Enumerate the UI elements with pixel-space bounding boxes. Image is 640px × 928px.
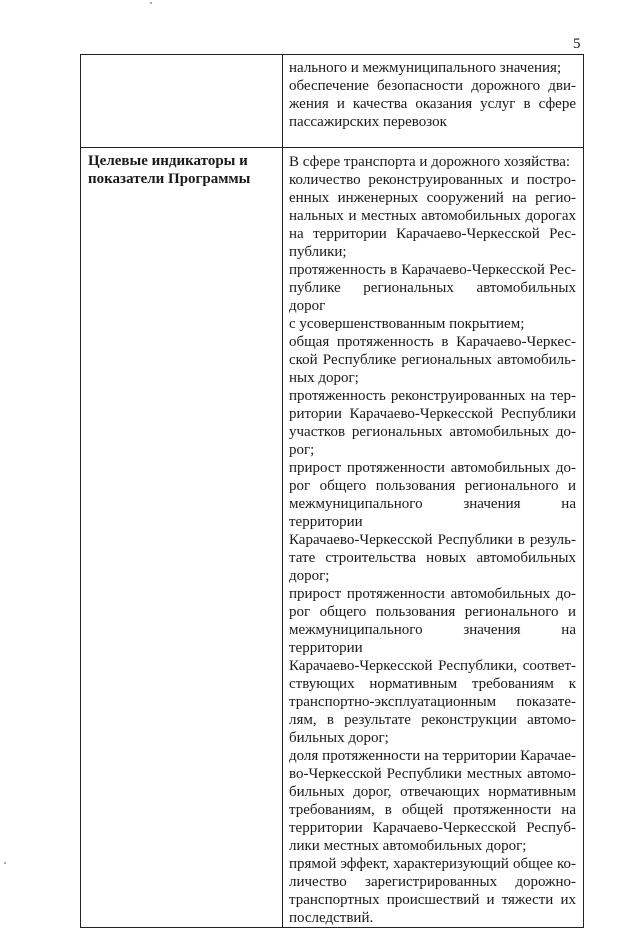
text-line: публики; — [289, 244, 347, 260]
text-line: лики местных автомобильных дорог; — [289, 838, 527, 854]
text-line: нального и межмуниципального значения; — [289, 60, 562, 76]
row-lines — [289, 153, 576, 927]
text-line: рог; — [289, 442, 315, 458]
text-line: ных дорог; — [289, 370, 359, 386]
text-line: дорог; — [289, 568, 330, 584]
row-label — [81, 55, 283, 148]
text-line: последствий. — [289, 910, 374, 926]
text-line: ствующих нормативным требованиям к — [289, 676, 576, 692]
text-line: протяженность в Карачаево-Черкесской Рес- — [289, 262, 576, 278]
row-label: Целевые индикаторы и показатели Программы — [81, 148, 283, 928]
table-row — [81, 148, 584, 928]
text-line: Карачаево-Черкесской Республики в резуль- — [289, 532, 576, 548]
text-line: личество зарегистрированных дорожно- — [289, 874, 576, 890]
text-line: участков региональных автомобильных до- — [289, 424, 576, 440]
text-line: общая протяженность в Карачаево-Черкес- — [289, 334, 576, 350]
text-line: с усовершенствованным покрытием; — [289, 316, 525, 332]
text-line: Карачаево-Черкесской Республики, соответ- — [289, 658, 576, 674]
text-line: транспортных происшествий и тяжести их — [289, 892, 576, 908]
text-line: на территории Карачаево-Черкесской Рес- — [289, 226, 576, 242]
text-line: ритории Карачаево-Черкесской Республики — [289, 406, 576, 422]
row-content — [283, 55, 584, 148]
text-line: обеспечение безопасности дорожного дви- — [289, 78, 576, 94]
text-line: требованиям, в общей протяженности на — [289, 802, 576, 818]
text-line: территории Карачаево-Черкесской Респуб- — [289, 820, 576, 836]
text-line: во-Черкесской Республики местных автомо- — [289, 766, 576, 782]
text-line: прирост протяженности автомобильных до- — [289, 460, 576, 476]
text-line: межмуниципального значения на территории — [289, 496, 576, 530]
text-line: публике региональных автомобильных дорог — [289, 280, 576, 314]
text-line: тате строительства новых автомобильных — [289, 550, 576, 566]
text-line: лям, в результате реконструкции автомо- — [289, 712, 576, 728]
text-line: ской Республике региональных автомобиль- — [289, 352, 576, 368]
scan-speck — [150, 2, 152, 4]
row-content — [283, 148, 584, 928]
text-line: жения и качества оказания услуг в сфере — [289, 96, 576, 112]
text-line: количество реконструированных и постро- — [289, 172, 576, 188]
text-line: рог общего пользования регионального и — [289, 604, 576, 620]
text-line: нальных и местных автомобильных дорогах — [289, 208, 576, 224]
text-line: енных инженерных сооружений на регио- — [289, 190, 576, 206]
text-line: бильных дорог, отвечающих нормативным — [289, 784, 576, 800]
text-line: В сфере транспорта и дорожного хозяйства: — [289, 154, 571, 170]
row-lines — [289, 59, 576, 131]
page-number: 5 — [573, 36, 581, 52]
table-row — [81, 55, 584, 148]
text-line: прирост протяженности автомобильных до- — [289, 586, 576, 602]
text-line: рог общего пользования регионального и — [289, 478, 576, 494]
text-line: прямой эффект, характеризующий общее ко- — [289, 856, 576, 872]
text-line: транспортно-эксплуатационным показате- — [289, 694, 576, 710]
text-line: доля протяженности на территории Карачае- — [289, 748, 576, 764]
program-passport-table — [80, 54, 584, 928]
text-line: бильных дорог; — [289, 730, 389, 746]
scan-speck — [4, 862, 6, 864]
text-line: пассажирских перевозок — [289, 114, 447, 130]
text-line: протяженность реконструированных на тер- — [289, 388, 576, 404]
text-line: межмуниципального значения на территории — [289, 622, 576, 656]
